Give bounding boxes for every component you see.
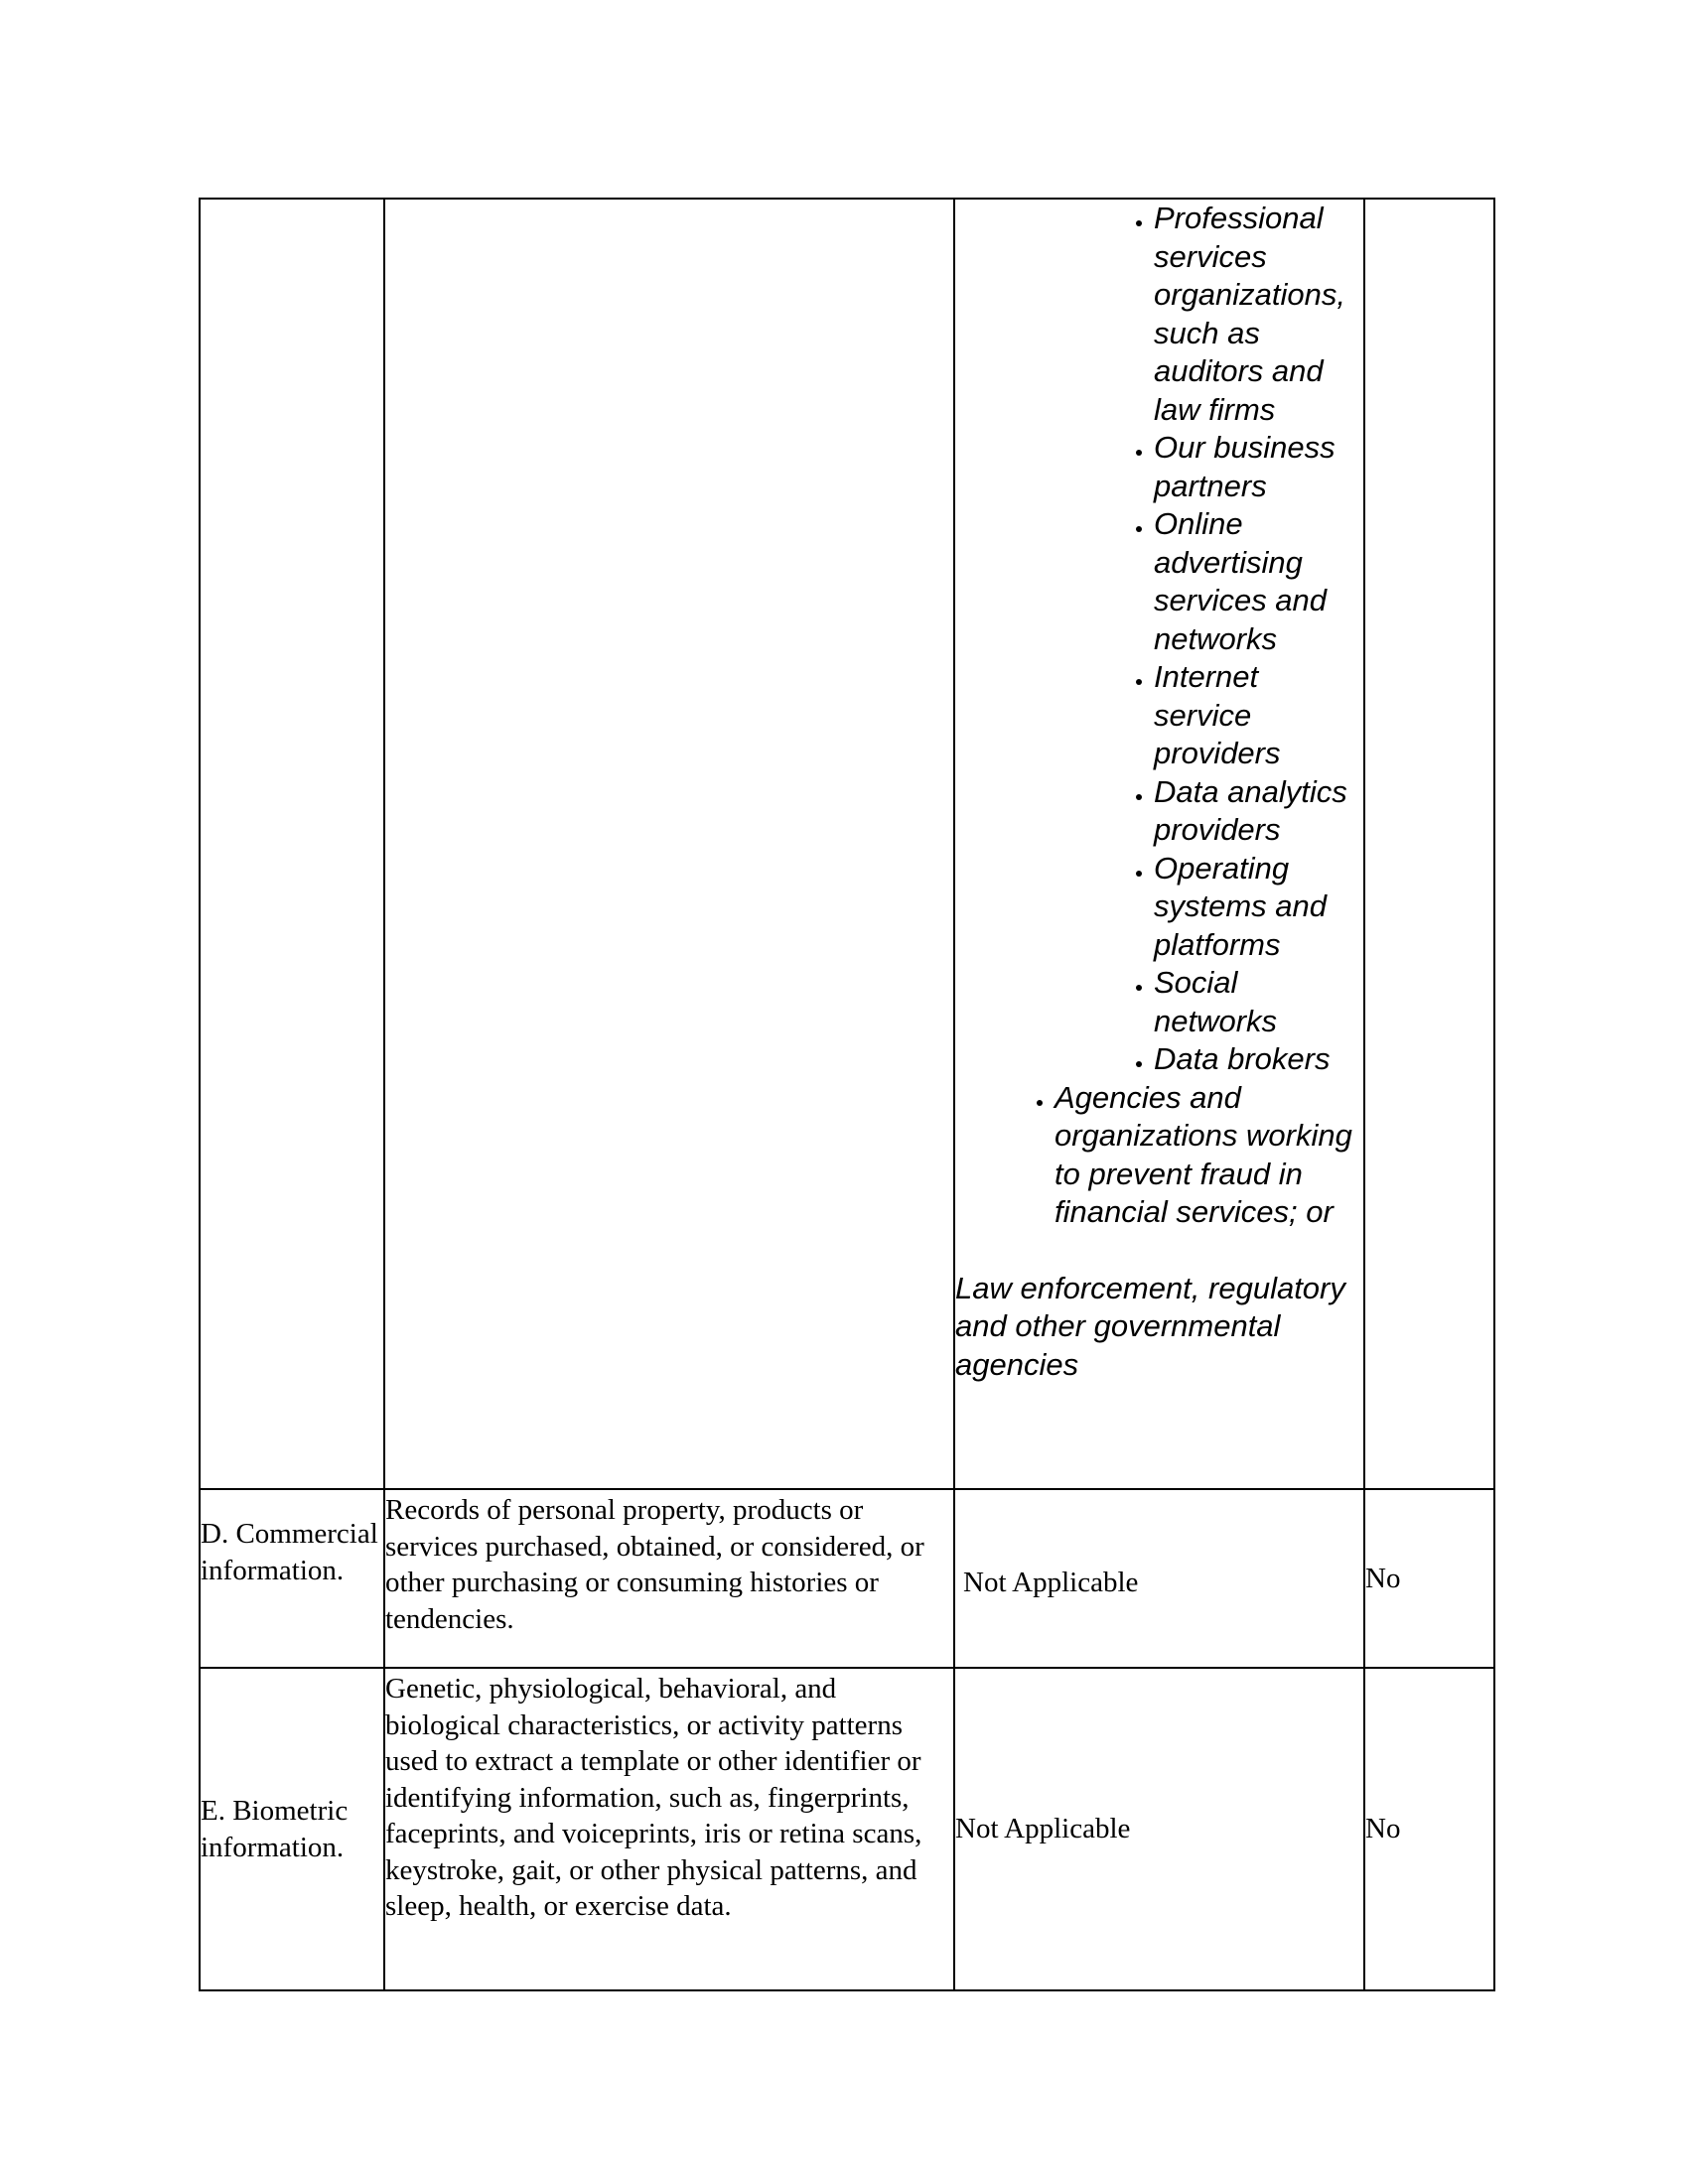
list-item: • Operating systems and platforms — [1154, 850, 1363, 965]
list-item: • Professional services organizations, such as auditors and law firms — [1154, 200, 1363, 429]
category-cell: D. Commercial information. — [200, 1489, 384, 1668]
list-item: • Agencies and organizations working to prevent fraud in financial services; or — [1055, 1079, 1363, 1232]
list-item — [955, 200, 1363, 1079]
description-cell: Records of personal property, products or services purchased, obtained, or considered, or other purchasing or consuming histories or tendencies. — [384, 1489, 954, 1668]
category-cell-empty — [200, 199, 384, 1489]
data-categories-table — [199, 198, 1495, 1991]
recipients-content — [955, 200, 1363, 1406]
category-cell: E. Biometric information. — [200, 1668, 384, 1990]
table-row — [200, 1668, 1494, 1990]
disclosure-recipients-cell — [954, 199, 1364, 1489]
description-cell-empty — [384, 199, 954, 1489]
list-item: • Data brokers — [1154, 1040, 1363, 1079]
description-cell: Genetic, physiological, behavioral, and biological characteristics, or activity patterns used to extract a template or other identifier or identifying information, such as, fingerprints, faceprints, and voiceprints, iris or retina scans, keystroke, gait, or other physical patterns, and sleep, health, or exercise data. — [384, 1668, 954, 1990]
disclosed-to-cell: Not Applicable — [954, 1489, 1364, 1668]
table-row — [200, 1489, 1494, 1668]
list-item: • Internet service providers — [1154, 658, 1363, 773]
recipients-sublist — [955, 200, 1363, 1079]
list-item: • Online advertising services and networks — [1154, 505, 1363, 658]
list-item: • Data analytics providers — [1154, 773, 1363, 850]
disclosed-to-cell: Not Applicable — [954, 1668, 1364, 1990]
list-item: • Social networks — [1154, 964, 1363, 1040]
collected-cell: No — [1364, 1668, 1494, 1990]
collected-cell-empty — [1364, 199, 1494, 1489]
recipients-closing-text: Law enforcement, regulatory and other governmental agencies — [955, 1270, 1345, 1382]
recipients-list — [955, 200, 1363, 1232]
collected-cell: No — [1364, 1489, 1494, 1668]
table-row-continued — [200, 199, 1494, 1489]
list-item: • Our business partners — [1154, 429, 1363, 505]
